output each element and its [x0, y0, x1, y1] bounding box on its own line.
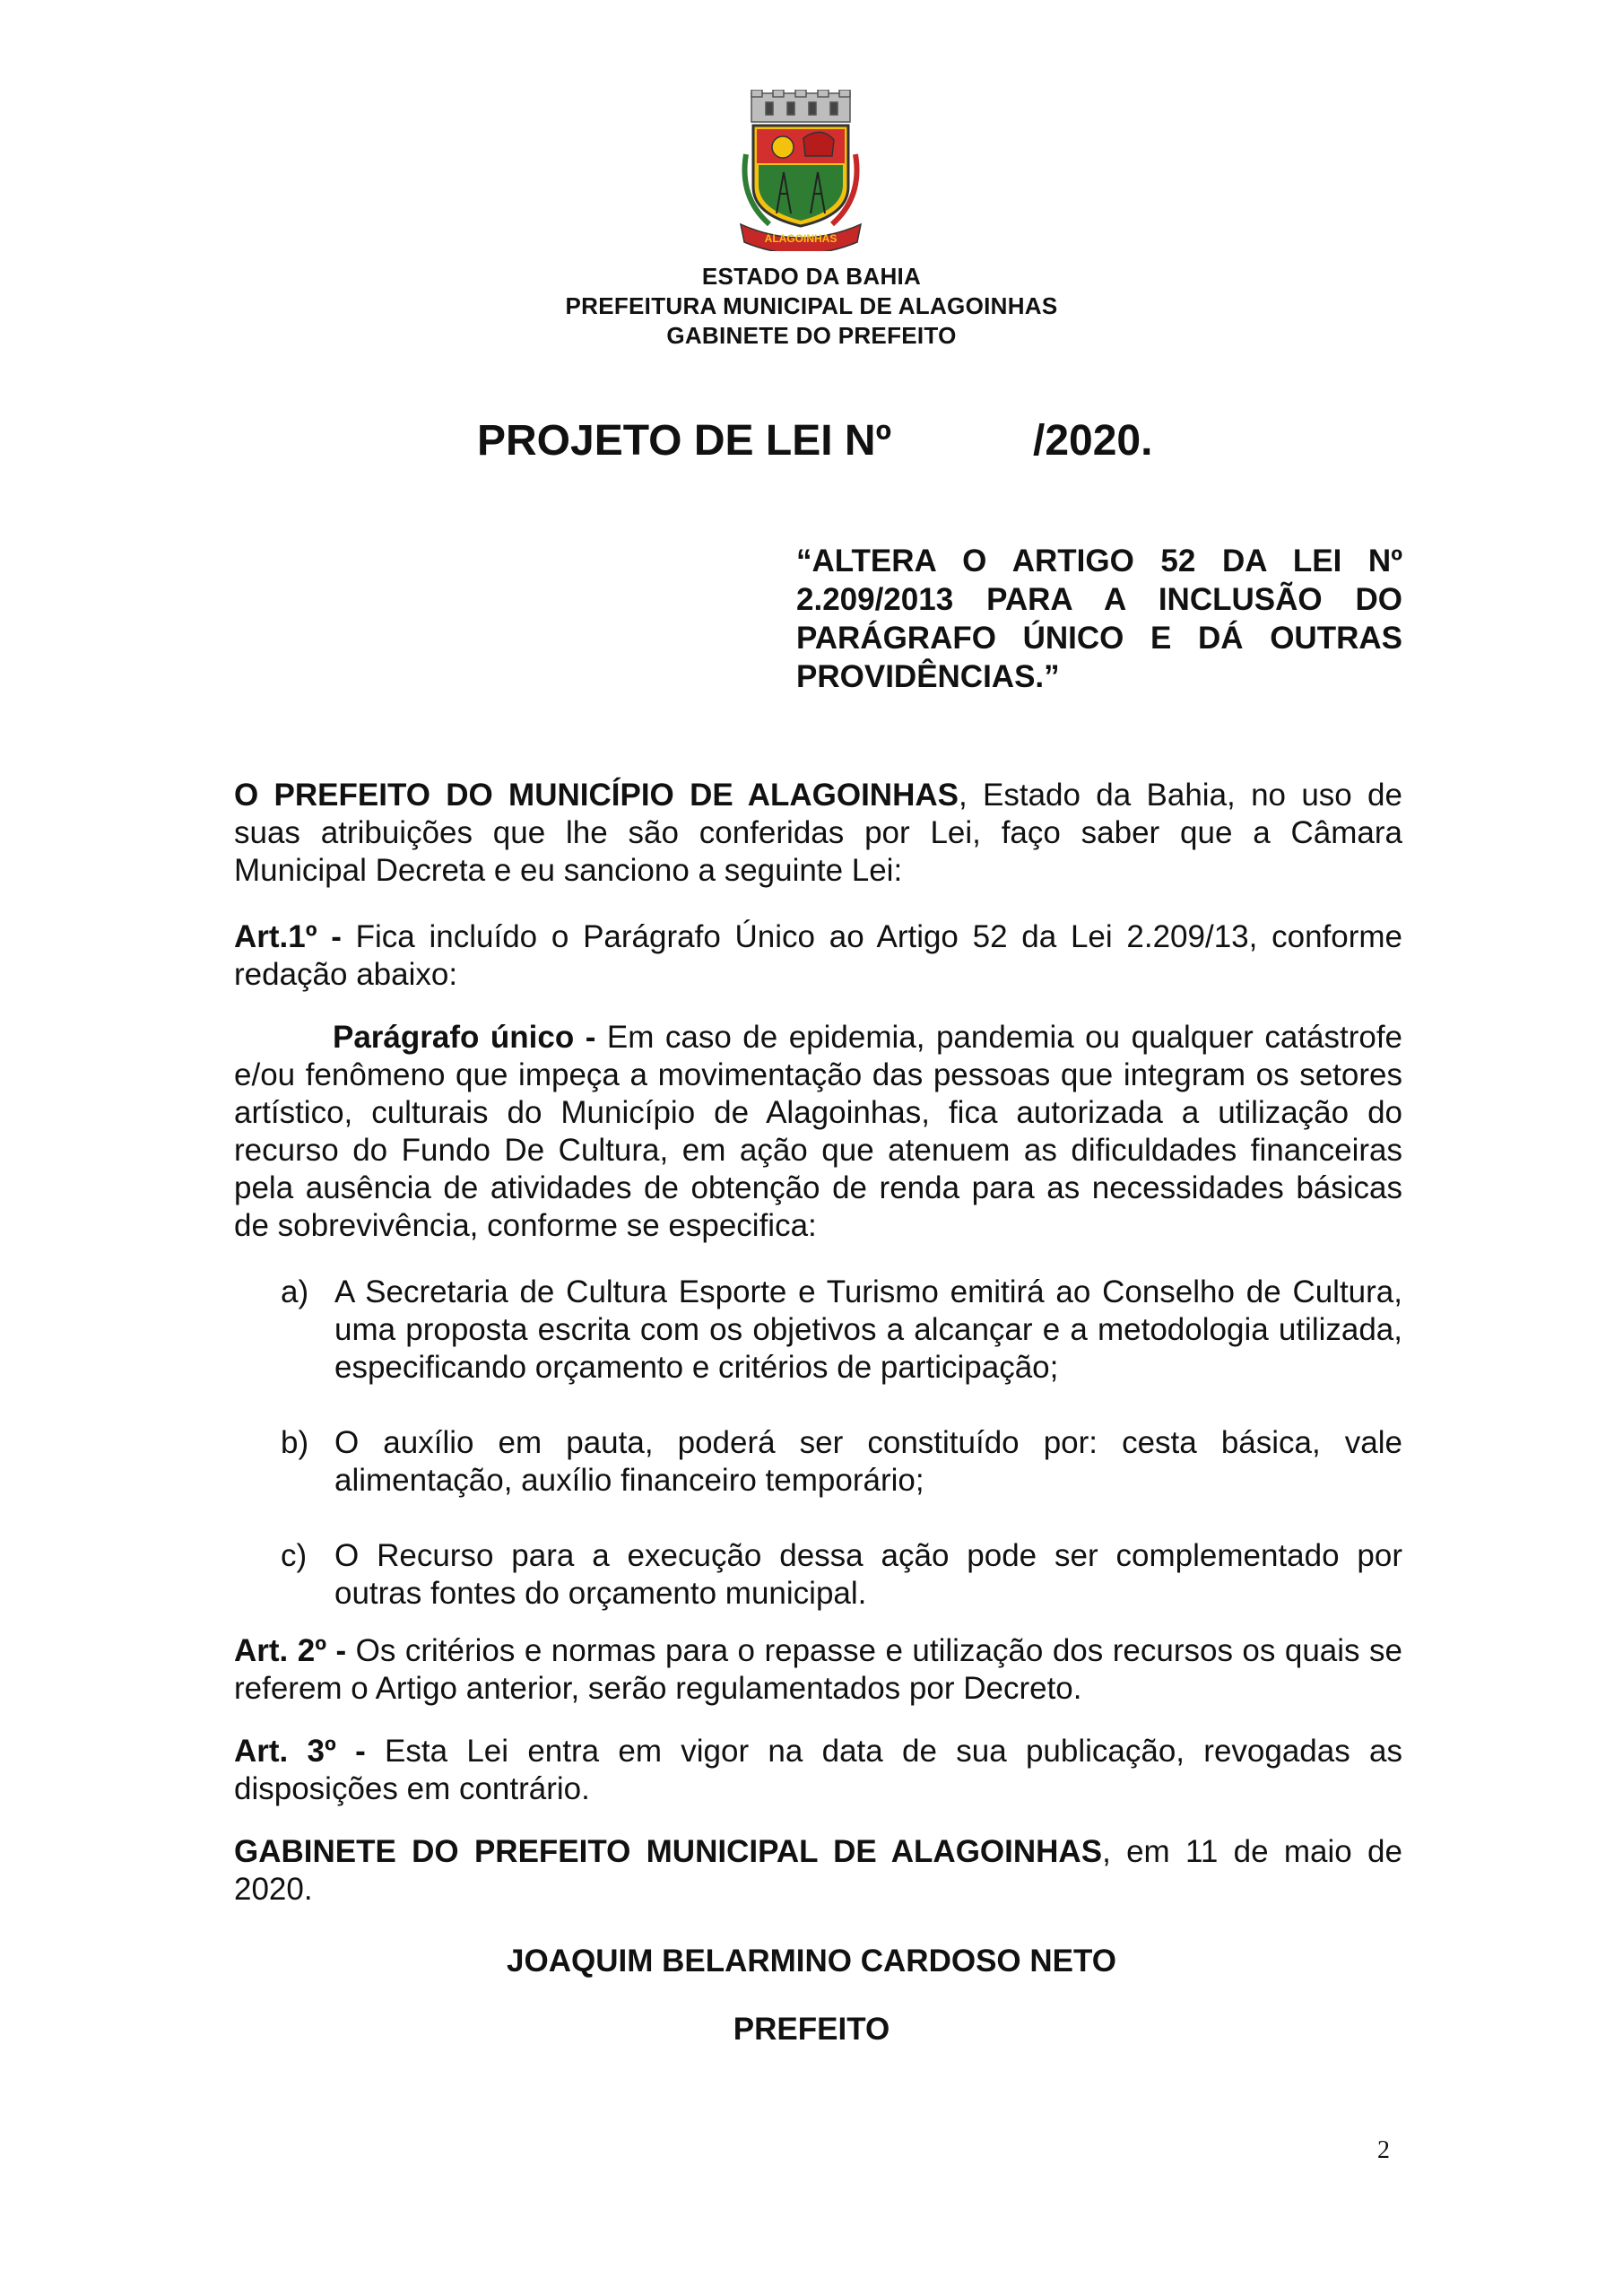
- item-marker: b): [281, 1425, 309, 1460]
- letterhead: [0, 262, 1623, 351]
- ementa: “ALTERA O ARTIGO 52 DA LEI Nº 2.209/2013 PARA A INCLUSÃO DO PARÁGRAFO ÚNICO E DÁ OUTRAS PROVIDÊNCIAS.”: [796, 544, 1402, 694]
- list-item: [234, 1424, 1402, 1500]
- item-text: O auxílio em pauta, poderá ser constituído por: cesta básica, vale alimentação, auxílio financeiro temporário;: [334, 1425, 1402, 1498]
- gabinete-text: , em 11 de maio de 2020.: [234, 1834, 1402, 1907]
- crest-crown: [751, 90, 850, 122]
- article-3-label: Art. 3º -: [234, 1734, 366, 1769]
- crest-banner-text: ALAGOINHAS: [764, 232, 838, 245]
- header-gabinete: GABINETE DO PREFEITO: [666, 322, 957, 349]
- paragrafo-unico: [234, 1019, 1402, 1245]
- gabinete-bold: GABINETE DO PREFEITO MUNICIPAL DE ALAGOINHAS: [234, 1834, 1103, 1869]
- article-2-label: Art. 2º -: [234, 1633, 347, 1668]
- page-number: 2: [1377, 2136, 1390, 2164]
- article-2: [234, 1632, 1402, 1708]
- header-prefeitura: PREFEITURA MUNICIPAL DE ALAGOINHAS: [565, 292, 1058, 319]
- paragrafo-text: Em caso de epidemia, pandemia ou qualquer catástrofe e/ou fenômeno que impeça a movimentação das pessoas que integram os setores artístico, culturais do Município de Alagoinhas, fica autorizada a utilização do recurso do Fundo De Cultura, em ação que atenuem as dificuldades financeiras pela ausência de atividades de obtenção de renda para as necessidades básicas de sobrevivência, conforme se especifica:: [234, 1020, 1403, 1243]
- article-3: [234, 1733, 1402, 1808]
- title-year: /2020.: [1033, 417, 1153, 465]
- intro-bold: O PREFEITO DO MUNICÍPIO DE ALAGOINHAS: [234, 778, 959, 813]
- article-3-text: Esta Lei entra em vigor na data de sua publicação, revogadas as disposições em contrário.: [234, 1734, 1402, 1806]
- article-2-text: Os critérios e normas para o repasse e utilização dos recursos os quais se referem o Artigo anterior, serão regulamentados por Decreto.: [234, 1633, 1402, 1706]
- list-item: [234, 1537, 1402, 1613]
- gabinete-closing: [234, 1833, 1402, 1909]
- item-marker: c): [281, 1538, 308, 1573]
- article-1: [234, 918, 1402, 994]
- municipal-crest-logo: [733, 90, 868, 251]
- signature-name: JOAQUIM BELARMINO CARDOSO NETO: [507, 1944, 1116, 1979]
- item-text: O Recurso para a execução dessa ação pode ser complementado por outras fontes do orçamento municipal.: [334, 1538, 1402, 1611]
- intro-paragraph: [234, 777, 1402, 890]
- intro-text: , Estado da Bahia, no uso de suas atribuições que lhe são conferidas por Lei, faço saber que a Câmara Municipal Decreta e eu sanciono a seguinte Lei:: [234, 778, 1402, 888]
- item-list: [234, 1274, 1402, 1613]
- article-1-label: Art.1º -: [234, 919, 342, 954]
- header-state: ESTADO DA BAHIA: [701, 263, 922, 290]
- list-item: [234, 1274, 1402, 1387]
- signature-role: PREFEITO: [733, 2012, 890, 2047]
- paragrafo-label: Parágrafo único -: [333, 1020, 596, 1055]
- title-prefix: PROJETO DE LEI Nº: [477, 417, 892, 465]
- item-text: A Secretaria de Cultura Esporte e Turismo emitirá ao Conselho de Cultura, uma proposta escrita com os objetivos a alcançar e a metodologia utilizada, especificando orçamento e critérios de participação;: [334, 1274, 1402, 1385]
- article-1-text: Fica incluído o Parágrafo Único ao Artigo 52 da Lei 2.209/13, conforme redação abaixo:: [234, 919, 1402, 992]
- item-marker: a): [281, 1274, 309, 1309]
